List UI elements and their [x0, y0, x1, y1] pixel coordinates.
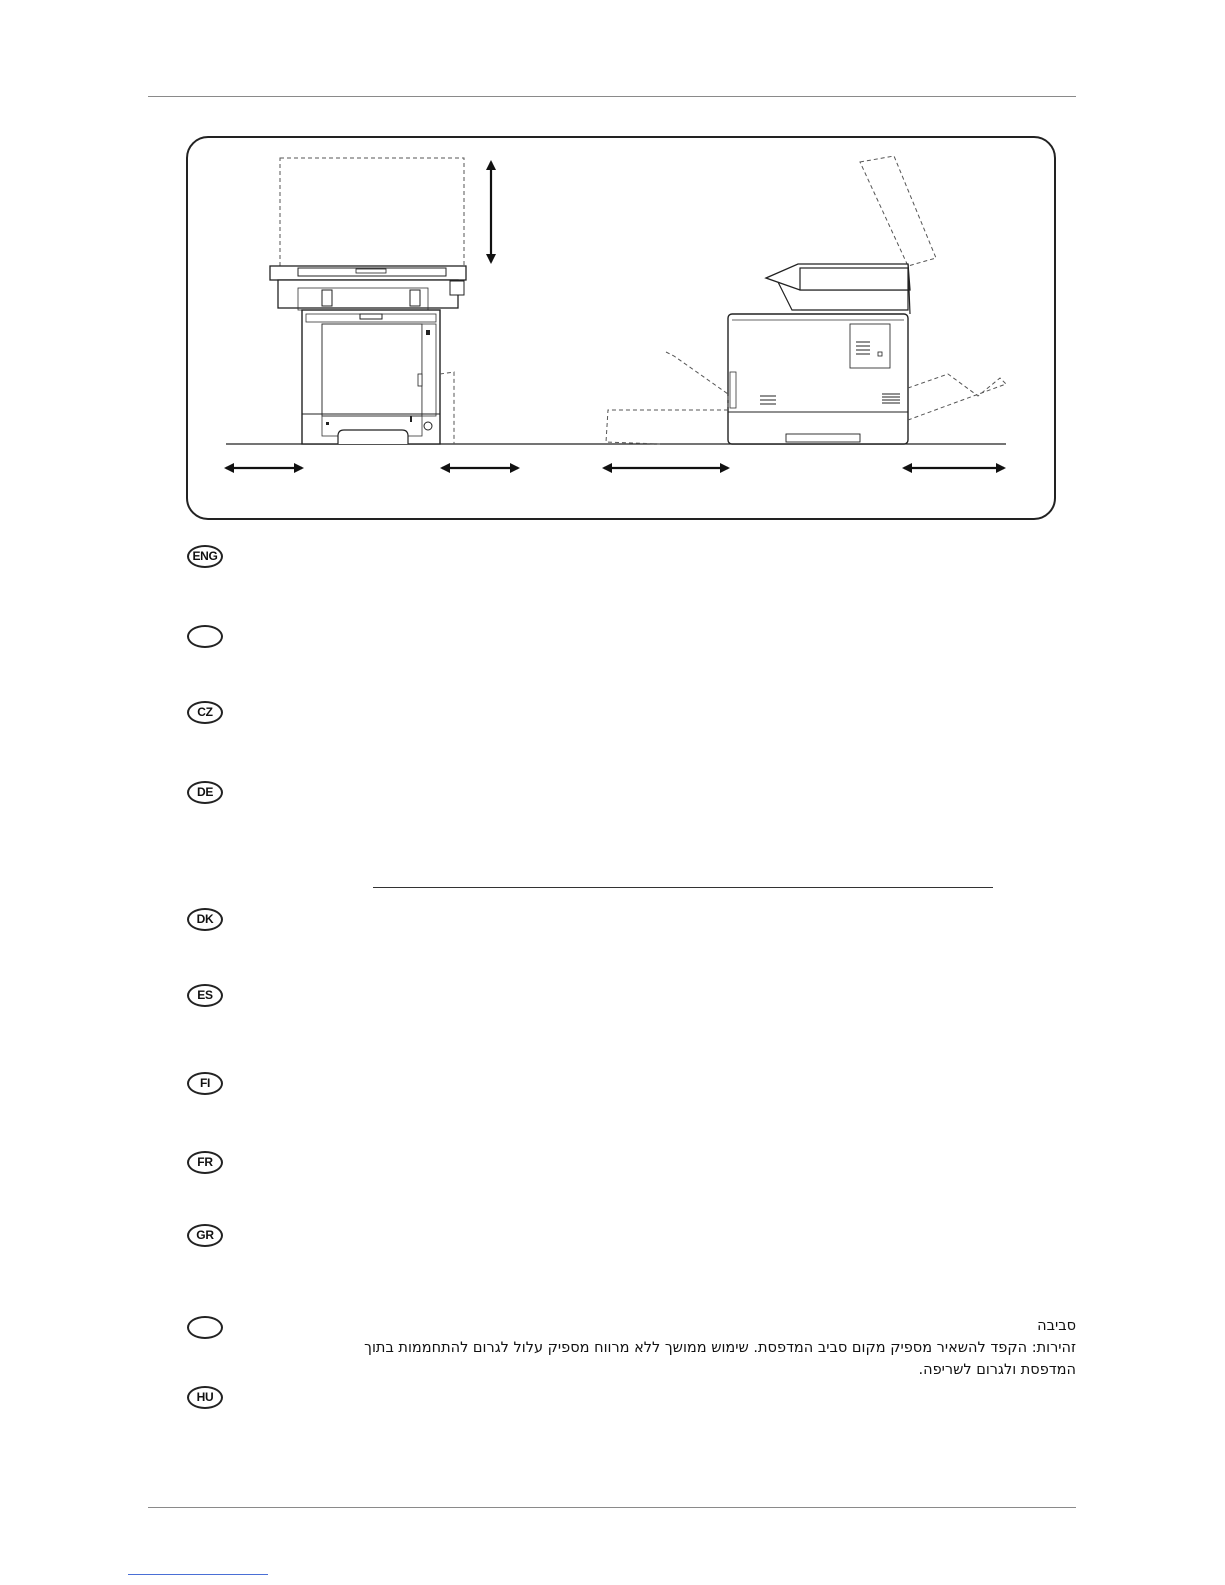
- language-badge-cz: CZ: [187, 701, 223, 724]
- section-divider: [373, 887, 993, 888]
- hebrew-warning-line-1: זהירות: הקפד להשאיר מספיק מקום סביב המדפסת. שימוש ממושך ללא מרווח מספיק עלול לגרום להתחממות בתוך: [364, 1340, 1076, 1356]
- hebrew-environment-text: [286, 1315, 1076, 1381]
- printer-clearance-diagram-icon: [188, 138, 1058, 522]
- language-badge-fr: FR: [187, 1151, 223, 1174]
- language-badge-es: ES: [187, 984, 223, 1007]
- language-badge-gr: GR: [187, 1224, 223, 1247]
- language-badge-fi: FI: [187, 1072, 223, 1095]
- footer-link-underline: [128, 1574, 268, 1575]
- language-badge-eng: ENG: [187, 545, 223, 568]
- language-badge-blank-2: [187, 1316, 223, 1339]
- language-badge-dk: DK: [187, 908, 223, 931]
- language-badge-de: DE: [187, 781, 223, 804]
- language-badge-blank-1: [187, 625, 223, 648]
- hebrew-warning-line-2: המדפסת ולגרום לשריפה.: [918, 1362, 1076, 1378]
- header-rule: [148, 96, 1076, 97]
- printer-clearance-figure: [186, 136, 1056, 520]
- hebrew-heading: סביבה: [1037, 1318, 1076, 1334]
- language-badge-hu: HU: [187, 1386, 223, 1409]
- footer-rule: [148, 1507, 1076, 1508]
